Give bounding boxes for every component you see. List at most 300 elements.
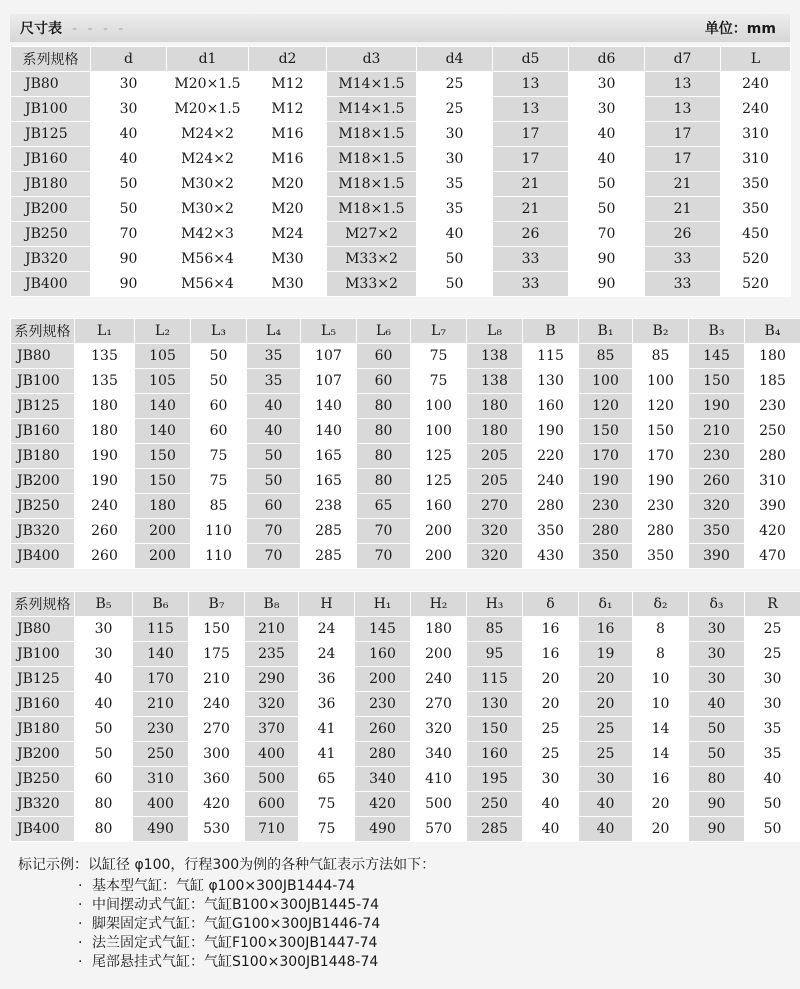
table-row — [11, 742, 800, 767]
table-cell: 85 — [633, 344, 689, 369]
table-row — [11, 344, 800, 369]
table-cell: M56×4 — [167, 247, 249, 272]
column-header: L₁ — [75, 319, 135, 344]
table-cell: 140 — [135, 394, 191, 419]
table-cell: 140 — [301, 419, 357, 444]
table-row — [11, 272, 791, 297]
table-cell: 180 — [411, 617, 467, 642]
table-row — [11, 642, 800, 667]
table-cell: 40 — [75, 667, 133, 692]
row-label: JB180 — [11, 717, 75, 742]
table-cell: 40 — [91, 147, 167, 172]
table-cell: 200 — [135, 519, 191, 544]
table-cell: 70 — [247, 544, 301, 569]
column-header: B₇ — [189, 592, 245, 617]
table-cell: 210 — [689, 419, 745, 444]
column-header: B₆ — [133, 592, 189, 617]
table-cell: 260 — [355, 717, 411, 742]
title-decoration: - - - - — [72, 21, 127, 37]
row-label: JB400 — [11, 817, 75, 842]
table-cell: 75 — [191, 469, 247, 494]
table-cell: 14 — [633, 742, 689, 767]
table-cell: 600 — [245, 792, 299, 817]
column-header: L₈ — [467, 319, 523, 344]
table-row — [11, 419, 800, 444]
table-cell: 75 — [299, 817, 355, 842]
table-cell: 75 — [411, 344, 467, 369]
table-cell: 36 — [299, 667, 355, 692]
table-cell: 310 — [133, 767, 189, 792]
table-row — [11, 519, 800, 544]
row-label: JB160 — [11, 147, 91, 172]
table-cell: 180 — [467, 394, 523, 419]
row-label: JB400 — [11, 272, 91, 297]
row-label: JB160 — [11, 419, 75, 444]
column-header: B₄ — [745, 319, 800, 344]
table-row — [11, 444, 800, 469]
table-cell: 230 — [633, 494, 689, 519]
row-label: JB250 — [11, 494, 75, 519]
header-row — [11, 47, 791, 72]
table-cell: 170 — [633, 444, 689, 469]
table-cell: 25 — [523, 717, 579, 742]
table-cell: 40 — [569, 122, 645, 147]
table-cell: 250 — [133, 742, 189, 767]
table-cell: 420 — [189, 792, 245, 817]
table-cell: 200 — [411, 642, 467, 667]
table-cell: 20 — [523, 667, 579, 692]
table-cell: 21 — [493, 172, 569, 197]
table-cell: M24 — [249, 222, 327, 247]
table-cell: 70 — [357, 544, 411, 569]
column-header: L₄ — [247, 319, 301, 344]
table-cell: 40 — [579, 817, 633, 842]
table-cell: M18×1.5 — [327, 172, 417, 197]
table-row — [11, 469, 800, 494]
dimension-table-2 — [10, 318, 800, 569]
table-cell: 25 — [579, 742, 633, 767]
table-cell: 25 — [745, 617, 800, 642]
table-cell: 41 — [299, 717, 355, 742]
table-cell: 50 — [689, 742, 745, 767]
row-label: JB200 — [11, 742, 75, 767]
table-cell: 140 — [301, 394, 357, 419]
table-cell: 285 — [301, 519, 357, 544]
table-cell: M18×1.5 — [327, 147, 417, 172]
table-cell: 710 — [245, 817, 299, 842]
table-cell: 75 — [299, 792, 355, 817]
table-cell: M27×2 — [327, 222, 417, 247]
table-cell: 180 — [135, 494, 191, 519]
table-cell: M24×2 — [167, 122, 249, 147]
table-cell: 165 — [301, 469, 357, 494]
table-cell: 130 — [523, 369, 579, 394]
table-cell: 30 — [75, 642, 133, 667]
table-cell: 30 — [689, 667, 745, 692]
table-cell: 10 — [633, 692, 689, 717]
column-header: L₆ — [357, 319, 411, 344]
table-cell: 16 — [579, 617, 633, 642]
column-header: H₃ — [467, 592, 523, 617]
table-cell: 410 — [411, 767, 467, 792]
column-header: B — [523, 319, 579, 344]
table-row — [11, 72, 791, 97]
table-cell: 107 — [301, 344, 357, 369]
table-cell: 115 — [467, 667, 523, 692]
table-cell: 125 — [411, 469, 467, 494]
table-cell: 185 — [745, 369, 800, 394]
table-cell: 350 — [721, 197, 791, 222]
table-row — [11, 147, 791, 172]
table-cell: 30 — [579, 767, 633, 792]
table-cell: M24×2 — [167, 147, 249, 172]
table-cell: 65 — [299, 767, 355, 792]
table-cell: 175 — [189, 642, 245, 667]
table-cell: 230 — [579, 494, 633, 519]
row-label: JB160 — [11, 692, 75, 717]
table-cell: 205 — [467, 469, 523, 494]
column-header: L₃ — [191, 319, 247, 344]
table-cell: 340 — [411, 742, 467, 767]
row-label: JB125 — [11, 667, 75, 692]
table-cell: 40 — [523, 792, 579, 817]
table-cell: 85 — [467, 617, 523, 642]
table-cell: 138 — [467, 344, 523, 369]
table-cell: 30 — [75, 617, 133, 642]
row-label: JB80 — [11, 344, 75, 369]
table-cell: 90 — [91, 272, 167, 297]
column-header: B₂ — [633, 319, 689, 344]
table-cell: 320 — [245, 692, 299, 717]
table-cell: 20 — [633, 792, 689, 817]
table-cell: 130 — [467, 692, 523, 717]
row-label: JB125 — [11, 122, 91, 147]
marking-item: · 脚架固定式气缸：气缸G100×300JB1446-74 — [78, 916, 381, 932]
table-cell: 195 — [467, 767, 523, 792]
table-cell: 150 — [633, 419, 689, 444]
table-cell: 25 — [579, 717, 633, 742]
table-cell: 230 — [689, 444, 745, 469]
column-header: B₅ — [75, 592, 133, 617]
column-header: 系列规格 — [11, 47, 91, 72]
table-cell: 35 — [247, 344, 301, 369]
table-cell: 85 — [191, 494, 247, 519]
table-row — [11, 222, 791, 247]
table-cell: 17 — [645, 147, 721, 172]
table-cell: 13 — [645, 72, 721, 97]
table-cell: 100 — [579, 369, 633, 394]
table-cell: 110 — [191, 544, 247, 569]
table-cell: 280 — [523, 494, 579, 519]
table-cell: 350 — [721, 172, 791, 197]
page-title — [20, 18, 127, 38]
table-cell: 20 — [579, 692, 633, 717]
row-label: JB200 — [11, 469, 75, 494]
column-header: d2 — [249, 47, 327, 72]
table-cell: 145 — [355, 617, 411, 642]
marking-item: · 尾部悬挂式气缸：气缸S100×300JB1448-74 — [78, 954, 379, 970]
table-cell: 150 — [135, 469, 191, 494]
table-cell: 145 — [689, 344, 745, 369]
table-cell: 40 — [689, 692, 745, 717]
table-cell: 8 — [633, 617, 689, 642]
table-cell: M12 — [249, 72, 327, 97]
table-cell: 310 — [721, 147, 791, 172]
table-cell: 85 — [579, 344, 633, 369]
column-header: L — [721, 47, 791, 72]
marking-item-text: 尾部悬挂式气缸：气缸S100×300JB1448-74 — [92, 954, 379, 970]
table-cell: 40 — [569, 147, 645, 172]
table-cell: 420 — [745, 519, 800, 544]
table-cell: 14 — [633, 717, 689, 742]
table-cell: 75 — [411, 369, 467, 394]
column-header: L₇ — [411, 319, 467, 344]
table-cell: 30 — [689, 617, 745, 642]
table-cell: 50 — [417, 272, 493, 297]
dimension-table-1 — [10, 46, 791, 297]
table-cell: 35 — [247, 369, 301, 394]
column-header: d7 — [645, 47, 721, 72]
table-cell: 115 — [523, 344, 579, 369]
column-header: δ₃ — [689, 592, 745, 617]
table-row — [11, 97, 791, 122]
table-cell: M33×2 — [327, 247, 417, 272]
row-label: JB80 — [11, 617, 75, 642]
table-cell: 490 — [355, 817, 411, 842]
table-row — [11, 817, 800, 842]
table-cell: 35 — [745, 717, 800, 742]
table-cell: 135 — [75, 369, 135, 394]
row-label: JB400 — [11, 544, 75, 569]
table-cell: 30 — [689, 642, 745, 667]
table-cell: 250 — [467, 792, 523, 817]
header-row — [11, 319, 800, 344]
table-row — [11, 617, 800, 642]
table-cell: M18×1.5 — [327, 197, 417, 222]
table-cell: 36 — [299, 692, 355, 717]
table-cell: 260 — [75, 519, 135, 544]
table-cell: 105 — [135, 344, 191, 369]
table-cell: 50 — [191, 344, 247, 369]
table-cell: 60 — [357, 344, 411, 369]
table-cell: 350 — [579, 544, 633, 569]
table-cell: 35 — [745, 742, 800, 767]
table-cell: 13 — [645, 97, 721, 122]
table-cell: 270 — [467, 494, 523, 519]
table-cell: 280 — [579, 519, 633, 544]
column-header: B₁ — [579, 319, 633, 344]
table-cell: M42×3 — [167, 222, 249, 247]
table-cell: 65 — [357, 494, 411, 519]
table-cell: 160 — [411, 494, 467, 519]
table-cell: 240 — [721, 72, 791, 97]
table-cell: 300 — [189, 742, 245, 767]
table-cell: 240 — [411, 667, 467, 692]
table-cell: 470 — [745, 544, 800, 569]
table-cell: 135 — [75, 344, 135, 369]
column-header: L₅ — [301, 319, 357, 344]
table-cell: 390 — [689, 544, 745, 569]
column-header: B₃ — [689, 319, 745, 344]
table-cell: 50 — [247, 444, 301, 469]
table-cell: 190 — [633, 469, 689, 494]
title-bar — [10, 14, 790, 42]
table-cell: 280 — [745, 444, 800, 469]
row-label: JB100 — [11, 369, 75, 394]
table-cell: M30 — [249, 247, 327, 272]
table-cell: 310 — [721, 122, 791, 147]
table-cell: 190 — [523, 419, 579, 444]
table-cell: 370 — [245, 717, 299, 742]
table-cell: 26 — [645, 222, 721, 247]
table-cell: 400 — [133, 792, 189, 817]
table-cell: 50 — [247, 469, 301, 494]
table-cell: 50 — [745, 792, 800, 817]
table-cell: 210 — [133, 692, 189, 717]
table-cell: 450 — [721, 222, 791, 247]
table-cell: 100 — [411, 419, 467, 444]
table-cell: 420 — [355, 792, 411, 817]
column-header: d3 — [327, 47, 417, 72]
table-cell: 30 — [417, 122, 493, 147]
table-cell: 120 — [633, 394, 689, 419]
table-row — [11, 544, 800, 569]
table-cell: 33 — [493, 272, 569, 297]
table-cell: 270 — [411, 692, 467, 717]
table-cell: 110 — [191, 519, 247, 544]
table-cell: M14×1.5 — [327, 72, 417, 97]
table-cell: 520 — [721, 247, 791, 272]
table-cell: 33 — [493, 247, 569, 272]
table-cell: 30 — [745, 692, 800, 717]
table-cell: 80 — [357, 394, 411, 419]
header-row — [11, 592, 800, 617]
column-header: 系列规格 — [11, 592, 75, 617]
table-cell: 350 — [689, 519, 745, 544]
table-cell: 190 — [75, 444, 135, 469]
table-cell: M14×1.5 — [327, 97, 417, 122]
marking-item: · 法兰固定式气缸：气缸F100×300JB1447-74 — [78, 935, 378, 951]
table-cell: 150 — [467, 717, 523, 742]
column-header: d4 — [417, 47, 493, 72]
table-cell: 17 — [493, 122, 569, 147]
table-cell: 70 — [247, 519, 301, 544]
table-row — [11, 667, 800, 692]
table-cell: 235 — [245, 642, 299, 667]
table-cell: 90 — [689, 817, 745, 842]
table-cell: 180 — [745, 344, 800, 369]
column-header: d1 — [167, 47, 249, 72]
table-cell: 430 — [523, 544, 579, 569]
table-cell: 30 — [745, 667, 800, 692]
table-cell: 170 — [579, 444, 633, 469]
table-cell: 180 — [75, 394, 135, 419]
table-row — [11, 494, 800, 519]
row-label: JB200 — [11, 197, 91, 222]
table-cell: 240 — [75, 494, 135, 519]
table-cell: 60 — [191, 419, 247, 444]
column-header: R — [745, 592, 800, 617]
row-label: JB100 — [11, 97, 91, 122]
table-cell: 100 — [633, 369, 689, 394]
table-cell: 33 — [645, 247, 721, 272]
table-cell: M20×1.5 — [167, 97, 249, 122]
column-header: 系列规格 — [11, 319, 75, 344]
table-cell: 40 — [91, 122, 167, 147]
table-cell: 20 — [579, 667, 633, 692]
table-cell: 240 — [189, 692, 245, 717]
row-label: JB100 — [11, 642, 75, 667]
table-cell: 500 — [245, 767, 299, 792]
table-cell: 150 — [135, 444, 191, 469]
table-cell: M16 — [249, 122, 327, 147]
row-label: JB320 — [11, 519, 75, 544]
table-cell: 285 — [301, 544, 357, 569]
table-cell: 260 — [75, 544, 135, 569]
table-cell: 50 — [689, 717, 745, 742]
table-cell: 205 — [467, 444, 523, 469]
column-header: d — [91, 47, 167, 72]
table-cell: 50 — [75, 717, 133, 742]
table-cell: 520 — [721, 272, 791, 297]
table-cell: 340 — [355, 767, 411, 792]
table-cell: 17 — [493, 147, 569, 172]
table-cell: 530 — [189, 817, 245, 842]
row-label: JB250 — [11, 767, 75, 792]
column-header: H₂ — [411, 592, 467, 617]
table-row — [11, 247, 791, 272]
table-cell: 70 — [91, 222, 167, 247]
table-cell: 190 — [75, 469, 135, 494]
table-cell: 140 — [135, 419, 191, 444]
table-cell: 26 — [493, 222, 569, 247]
table-cell: 50 — [191, 369, 247, 394]
table-cell: 210 — [245, 617, 299, 642]
table-cell: 21 — [645, 197, 721, 222]
table-cell: 21 — [493, 197, 569, 222]
table-cell: 40 — [417, 222, 493, 247]
table-row — [11, 717, 800, 742]
column-header: H — [299, 592, 355, 617]
table-cell: 25 — [745, 642, 800, 667]
column-header: δ — [523, 592, 579, 617]
column-header: δ₂ — [633, 592, 689, 617]
table-cell: 390 — [745, 494, 800, 519]
table-row — [11, 172, 791, 197]
table-cell: 30 — [569, 97, 645, 122]
table-row — [11, 692, 800, 717]
table-cell: 30 — [91, 72, 167, 97]
table-row — [11, 767, 800, 792]
table-cell: 70 — [569, 222, 645, 247]
table-cell: 285 — [467, 817, 523, 842]
table-cell: 25 — [417, 97, 493, 122]
table-cell: 80 — [689, 767, 745, 792]
table-cell: M16 — [249, 147, 327, 172]
table-cell: 80 — [357, 469, 411, 494]
table-cell: 115 — [133, 617, 189, 642]
table-cell: 160 — [355, 642, 411, 667]
row-label: JB180 — [11, 172, 91, 197]
table-cell: 35 — [417, 197, 493, 222]
column-header: L₂ — [135, 319, 191, 344]
table-cell: 20 — [633, 817, 689, 842]
table-cell: 240 — [721, 97, 791, 122]
table-cell: 40 — [75, 692, 133, 717]
table-cell: 50 — [75, 742, 133, 767]
marking-item: · 中间摆动式气缸：气缸B100×300JB1445-74 — [78, 897, 380, 913]
column-header: B₈ — [245, 592, 299, 617]
